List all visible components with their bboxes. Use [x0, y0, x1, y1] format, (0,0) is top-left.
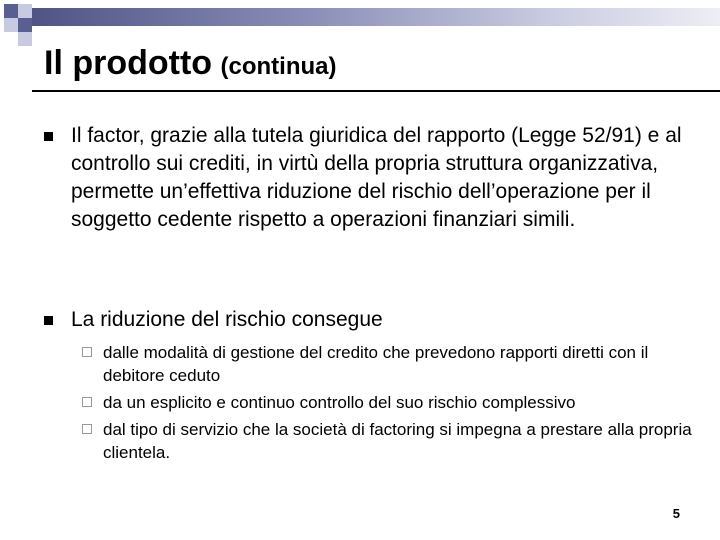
bullet-text: Il factor, grazie alla tutela giuridica del rapporto (Legge 52/91) e al controllo sui crediti, in virtù della propria struttura organizzativa, permette un’effettiva riduzione del rischio dell’operazione per il soggetto cedente rispetto a operazioni finanziari simili. — [71, 124, 682, 231]
sub-bullet-list — [82, 341, 702, 470]
sub-bullet-item — [82, 418, 702, 464]
hollow-square-bullet-icon — [82, 397, 92, 407]
sub-bullet-item — [82, 391, 702, 414]
slide-title — [44, 44, 337, 83]
bullet-item — [44, 306, 684, 334]
decor-square — [18, 32, 32, 46]
sub-bullet-text: dal tipo di servizio che la società di factoring si impegna a prestare alla propria clientela. — [103, 420, 692, 462]
hollow-square-bullet-icon — [82, 347, 92, 357]
decor-square — [18, 4, 32, 18]
bullet-text: La riduzione del rischio consegue — [71, 308, 383, 331]
square-bullet-icon — [44, 132, 53, 141]
title-underline — [32, 90, 720, 92]
bullet-item — [44, 122, 684, 234]
decor-square — [18, 18, 32, 32]
sub-bullet-text: da un esplicito e continuo controllo del suo rischio complessivo — [103, 393, 576, 412]
page-number: 5 — [672, 506, 680, 521]
header-gradient-bar — [32, 8, 720, 26]
title-main: Il prodotto — [44, 44, 213, 82]
square-bullet-icon — [44, 316, 53, 325]
decor-square — [4, 18, 18, 32]
decor-square — [4, 4, 18, 18]
title-sub: (continua) — [220, 53, 337, 80]
sub-bullet-item — [82, 341, 702, 387]
hollow-square-bullet-icon — [82, 424, 92, 434]
sub-bullet-text: dalle modalità di gestione del credito che prevedono rapporti diretti con il debitore ceduto — [103, 343, 649, 385]
